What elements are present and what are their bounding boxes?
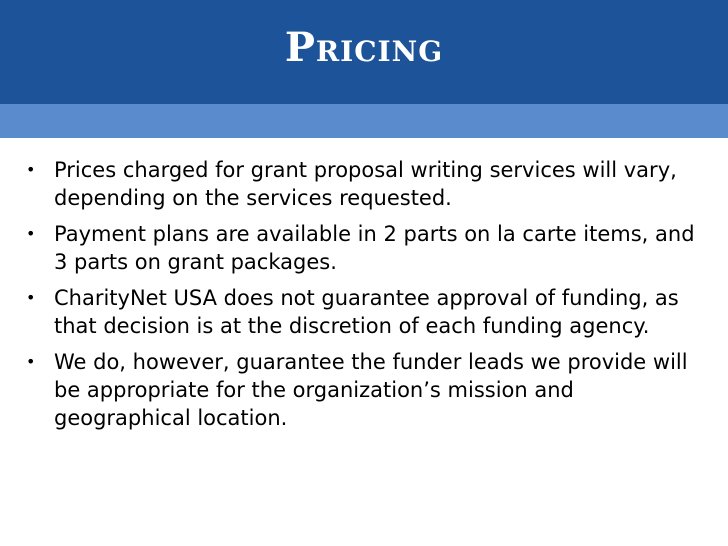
- bullet-text: Prices charged for grant proposal writing services will vary, depending on the services requested.: [54, 158, 677, 210]
- bullet-item: [22, 284, 712, 340]
- bullet-list: [22, 156, 712, 440]
- bullet-item: [22, 348, 712, 432]
- bullet-text: CharityNet USA does not guarantee approval of funding, as that decision is at the discretion of each funding agency.: [54, 286, 679, 338]
- bullet-icon: •: [26, 288, 36, 307]
- bullet-text: We do, however, guarantee the funder leads we provide will be appropriate for the organization’s mission and geographical location.: [54, 350, 688, 430]
- bullet-item: [22, 156, 712, 212]
- bullet-item: [22, 220, 712, 276]
- bullet-icon: •: [26, 352, 36, 371]
- title-accent-stripe: [0, 104, 728, 138]
- bullet-text: Payment plans are available in 2 parts on la carte items, and 3 parts on grant packages.: [54, 222, 695, 274]
- slide-title: Pricing: [284, 24, 444, 71]
- bullet-icon: •: [26, 224, 36, 243]
- bullet-icon: •: [26, 160, 36, 179]
